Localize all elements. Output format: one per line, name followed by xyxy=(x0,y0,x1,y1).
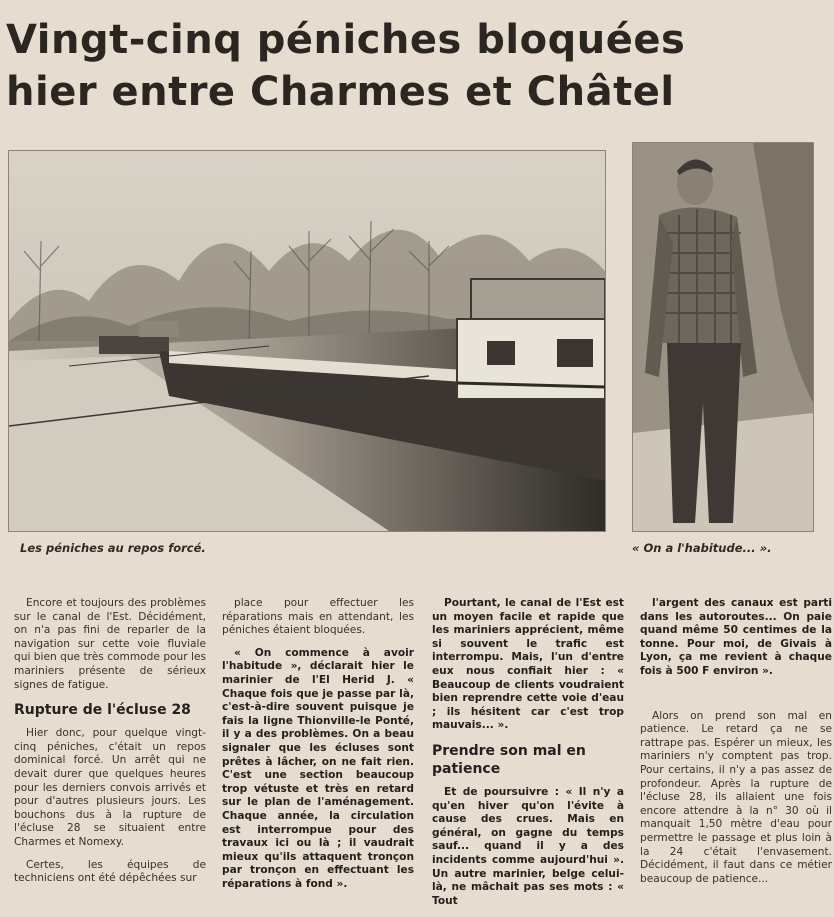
paragraph: Alors on prend son mal en patience. Le retard ça ne se rattrape pas. Espérer un mieux, les mariniers n'y comptent pas trop. Pour certains, il n'y a pas assez de profondeur. Après la rupture de l'écluse 28, ils allaient une fois encore attendre à la n° 30 où il manquait 1,50 mètre d'eau pour permettre le passage et plus loin à la 24 c'était l'envasement. Décidément, il faut dans ce métier beaucoup de patience... xyxy=(640,709,832,885)
paragraph: place pour effectuer les réparations mais en attendant, les péniches étaient bloquées. xyxy=(222,597,414,637)
headline xyxy=(6,14,826,118)
paragraph: Certes, les équipes de techniciens ont été dépêchées sur xyxy=(14,858,206,885)
quote-paragraph: Et de poursuivre : « Il n'y a qu'en hiver qu'on l'évite à cause des crues. Mais en général, on gagne du temps sauf... quand il y a des incidents comme aujourd'hui ». Un autre marinier, belge celui-là, ne mâchait pas ses mots : « Tout xyxy=(432,785,624,907)
headline-line-1: Vingt-cinq péniches bloquées xyxy=(6,17,686,63)
column-spacer xyxy=(640,688,832,710)
article-column-1 xyxy=(14,597,206,895)
quote-paragraph: l'argent des canaux est parti dans les autoroutes... On paie quand même 50 centimes de la tonne. Pour moi, de Givais à Lyon, ça me revient à chaque fois à 500 F environ ». xyxy=(640,597,832,677)
paragraph: Hier donc, pour quelque vingt-cinq péniches, c'était un repos dominical forcé. Un arrêt qui ne devait durer que quelques heures pour les derniers convois arrivés et pour d'autres plusieurs jours. Les bouchons dus à la rupture de l'écluse 28 se situaient entre Charmes et Nomexy. xyxy=(14,727,206,848)
article-column-4 xyxy=(640,597,832,895)
mariner-photo xyxy=(632,142,814,532)
article-column-3 xyxy=(432,597,624,917)
photo-caption-right: « On a l'habitude... ». xyxy=(632,541,772,555)
barges-photo xyxy=(8,150,606,532)
section-heading-ecluse: Rupture de l'écluse 28 xyxy=(14,702,191,719)
paragraph: Encore et toujours des problèmes sur le canal de l'Est. Décidément, on n'a pas fini de reparler de la navigation sur cette voie fluviale qui bien que très commode pour les mariniers présente de sérieux signes de fatigue. xyxy=(14,597,206,691)
section-heading-patience: Prendre son mal en patience xyxy=(432,742,586,777)
quote-paragraph: « On commence à avoir l'habitude », déclarait hier le marinier de l'El Herid J. « Chaque fois que je passe par là, c'est-à-dire souvent puisque je fais la ligne Thionville-le Ponté, il y a des problèmes. On a beau signaler que les écluses sont prêtes à lâcher, on ne fait rien. C'est une section beaucoup trop vétuste et très en retard sur le plan de l'aménagement. Chaque année, la circulation est interrompue pour des travaux ici ou là ; il vaudrait mieux qu'ils attaquent tronçon par tronçon en effectuant les réparations à fond ». xyxy=(222,646,414,890)
barges-photo-image xyxy=(9,151,605,531)
mariner-photo-image xyxy=(633,143,813,531)
headline-line-2: hier entre Charmes et Châtel xyxy=(6,69,675,115)
article-column-2 xyxy=(222,597,414,900)
photo-caption-left: Les péniches au repos forcé. xyxy=(20,541,206,555)
paragraph: Pourtant, le canal de l'Est est un moyen facile et rapide que les mariniers apprécient, même si souvent le trafic est interrompu. Mais, l'un d'entre eux nous confiait hier : « Beaucoup de clients voudraient bien reprendre cette voie d'eau ; ils hésitent car c'est trop mauvais... ». xyxy=(432,597,624,732)
